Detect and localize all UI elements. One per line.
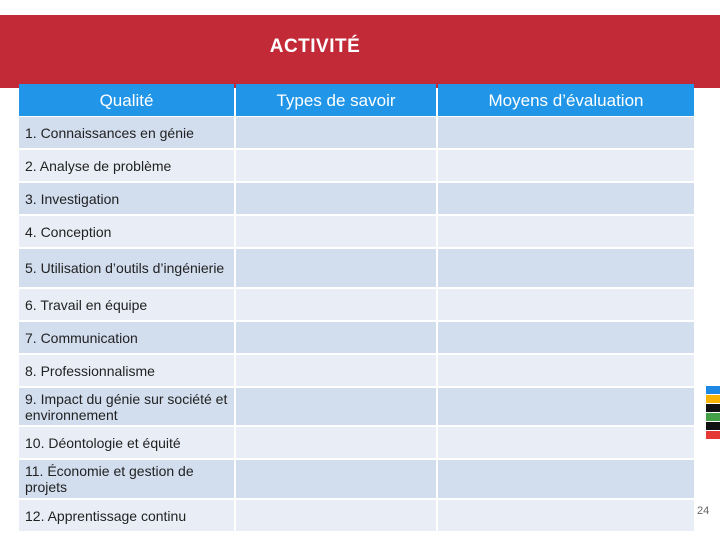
row-6-cell-2 bbox=[438, 289, 694, 320]
row-7-cell-2 bbox=[438, 322, 694, 353]
row-1-cell-2 bbox=[438, 117, 694, 148]
color-bar-blue bbox=[706, 386, 720, 394]
color-bar-red bbox=[706, 431, 720, 439]
page-number: 24 bbox=[697, 505, 710, 517]
row-label-6: 6. Travail en équipe bbox=[19, 289, 234, 320]
color-bar-black-2 bbox=[706, 422, 720, 430]
row-label-4: 4. Conception bbox=[19, 216, 234, 247]
row-8-cell-2 bbox=[438, 355, 694, 386]
row-11-cell-1 bbox=[236, 460, 436, 498]
header-1: Types de savoir bbox=[236, 84, 436, 116]
slide-title: ACTIVITÉ bbox=[269, 36, 361, 57]
row-label-7: 7. Communication bbox=[19, 322, 234, 353]
row-label-10: 10. Déontologie et équité bbox=[19, 427, 234, 458]
header-0: Qualité bbox=[19, 84, 234, 116]
row-8-cell-1 bbox=[236, 355, 436, 386]
row-label-8: 8. Professionnalisme bbox=[19, 355, 234, 386]
row-12-cell-1 bbox=[236, 500, 436, 531]
row-label-11: 11. Économie et gestion de projets bbox=[19, 460, 234, 498]
row-6-cell-1 bbox=[236, 289, 436, 320]
row-9-cell-2 bbox=[438, 388, 694, 425]
color-bar-green bbox=[706, 413, 720, 421]
row-1-cell-1 bbox=[236, 117, 436, 148]
row-11-cell-2 bbox=[438, 460, 694, 498]
row-5-cell-1 bbox=[236, 249, 436, 287]
row-label-12: 12. Apprentissage continu bbox=[19, 500, 234, 531]
row-label-3: 3. Investigation bbox=[19, 183, 234, 214]
row-label-1: 1. Connaissances en génie bbox=[19, 117, 234, 148]
row-label-9: 9. Impact du génie sur société et environnement bbox=[19, 388, 234, 425]
color-bar-black bbox=[706, 404, 720, 412]
row-4-cell-2 bbox=[438, 216, 694, 247]
row-3-cell-2 bbox=[438, 183, 694, 214]
row-label-2: 2. Analyse de problème bbox=[19, 150, 234, 181]
row-2-cell-2 bbox=[438, 150, 694, 181]
row-10-cell-1 bbox=[236, 427, 436, 458]
row-10-cell-2 bbox=[438, 427, 694, 458]
header-2: Moyens d’évaluation bbox=[438, 84, 694, 116]
row-5-cell-2 bbox=[438, 249, 694, 287]
row-4-cell-1 bbox=[236, 216, 436, 247]
row-label-5: 5. Utilisation d’outils d’ingénierie bbox=[19, 249, 234, 287]
row-2-cell-1 bbox=[236, 150, 436, 181]
row-12-cell-2 bbox=[438, 500, 694, 531]
row-7-cell-1 bbox=[236, 322, 436, 353]
color-bar-yellow bbox=[706, 395, 720, 403]
row-9-cell-1 bbox=[236, 388, 436, 425]
row-3-cell-1 bbox=[236, 183, 436, 214]
